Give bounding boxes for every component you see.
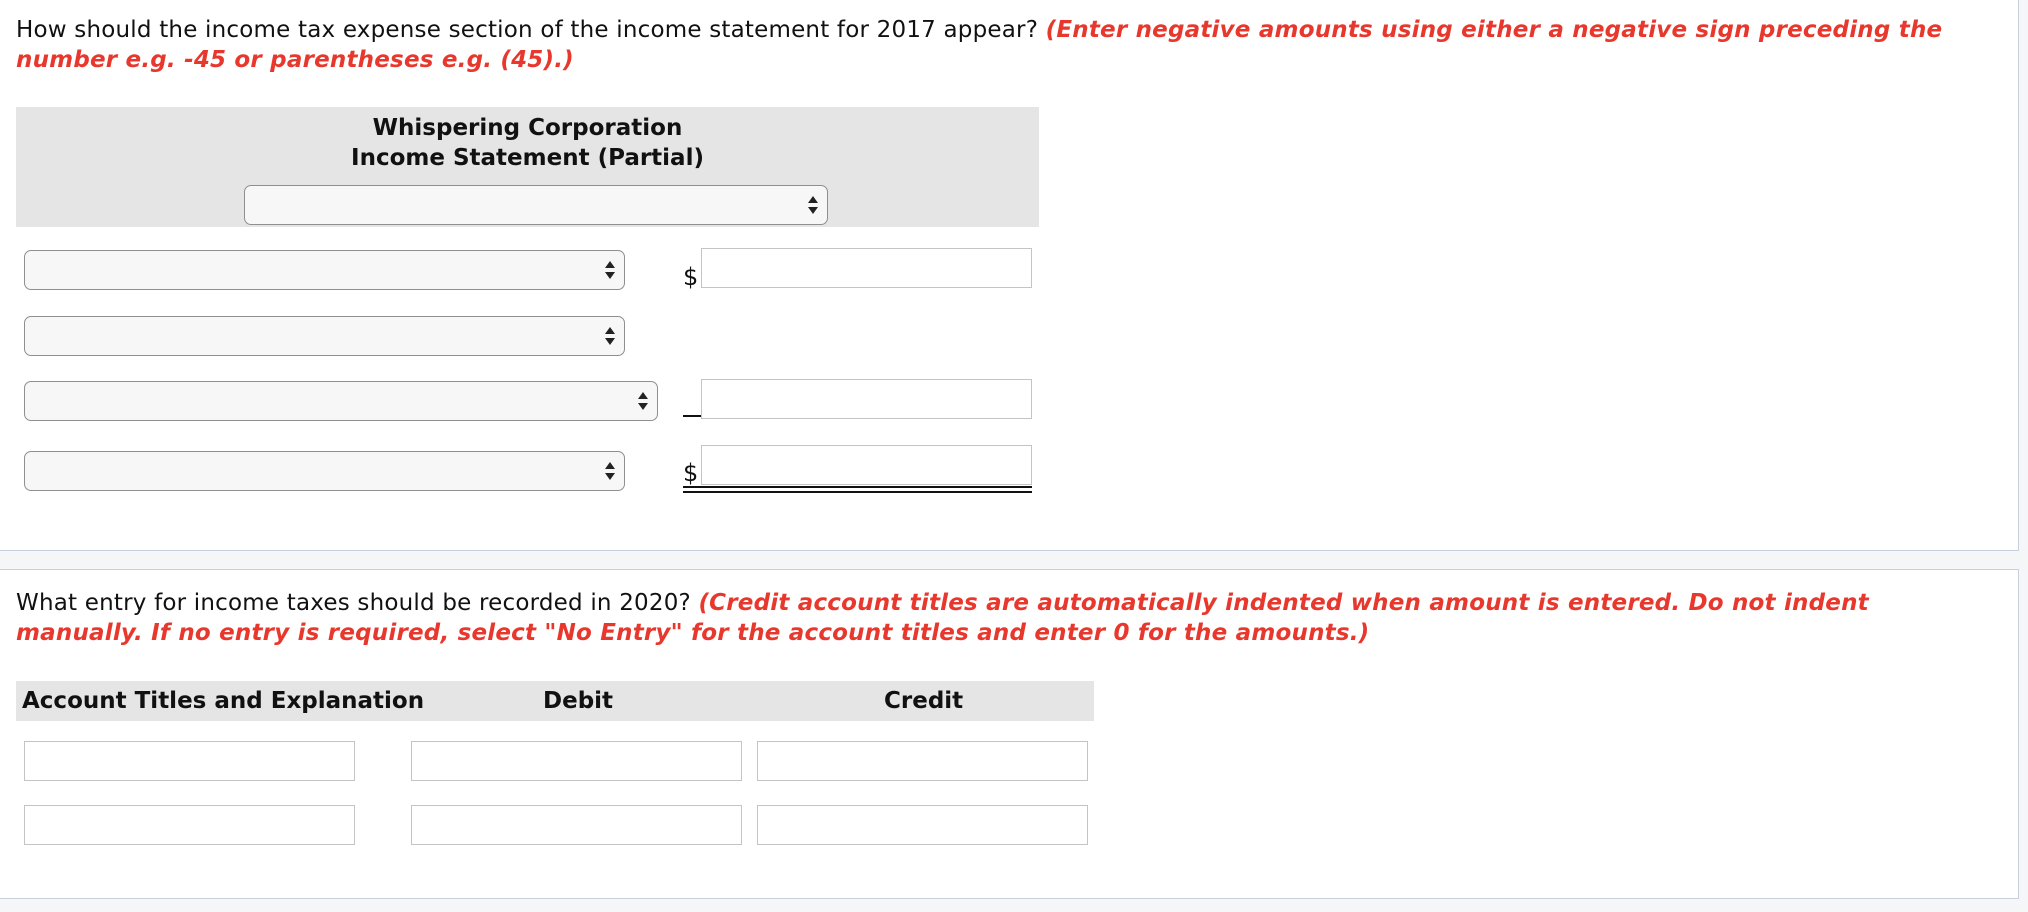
account-select-row-1[interactable] bbox=[24, 250, 625, 290]
amount-input-row-1[interactable] bbox=[701, 248, 1032, 288]
header-debit: Debit bbox=[543, 688, 614, 714]
amount-input-row-3[interactable] bbox=[701, 379, 1032, 419]
journal-credit-input-row-1[interactable] bbox=[757, 741, 1088, 781]
amount-input-row-4[interactable] bbox=[701, 445, 1032, 485]
statement-header bbox=[16, 107, 1039, 227]
question-2-text: What entry for income taxes should be recorded in 2020? bbox=[16, 590, 691, 616]
up-down-arrows-icon bbox=[637, 391, 649, 411]
up-down-arrows-icon bbox=[807, 195, 819, 215]
total-double-underline bbox=[683, 486, 1032, 493]
up-down-arrows-icon bbox=[604, 260, 616, 280]
account-select-row-2[interactable] bbox=[24, 316, 625, 356]
journal-account-input-row-1[interactable] bbox=[24, 741, 355, 781]
question-1-hint: (Enter negative amounts using either a negative sign preceding the number e.g. -45 or parentheses e.g. (45).) bbox=[16, 17, 1943, 73]
journal-debit-input-row-1[interactable] bbox=[411, 741, 742, 781]
account-select-row-4[interactable] bbox=[24, 451, 625, 491]
question-1 bbox=[16, 15, 1998, 75]
up-down-arrows-icon bbox=[604, 326, 616, 346]
currency-symbol-row-4: $ bbox=[683, 459, 699, 487]
question-panel-2 bbox=[0, 569, 2019, 899]
journal-debit-input-row-2[interactable] bbox=[411, 805, 742, 845]
journal-header bbox=[16, 681, 1094, 721]
currency-symbol-row-1: $ bbox=[683, 263, 699, 291]
question-2 bbox=[16, 588, 1998, 648]
company-name: Whispering Corporation bbox=[372, 115, 683, 141]
header-account-titles: Account Titles and Explanation bbox=[22, 688, 425, 714]
journal-credit-input-row-2[interactable] bbox=[757, 805, 1088, 845]
statement-title: Income Statement (Partial) bbox=[351, 145, 704, 171]
question-2-hint: (Credit account titles are automatically indented when amount is entered. Do not indent manually. If no entry is required, select "No Entry" for the account titles and enter 0 for the amounts.) bbox=[16, 590, 1869, 646]
period-select[interactable] bbox=[244, 185, 828, 225]
header-credit: Credit bbox=[884, 688, 964, 714]
subtotal-underline bbox=[683, 415, 701, 417]
journal-account-input-row-2[interactable] bbox=[24, 805, 355, 845]
question-1-text: How should the income tax expense section of the income statement for 2017 appear? bbox=[16, 17, 1039, 43]
up-down-arrows-icon bbox=[604, 461, 616, 481]
account-select-row-3[interactable] bbox=[24, 381, 658, 421]
